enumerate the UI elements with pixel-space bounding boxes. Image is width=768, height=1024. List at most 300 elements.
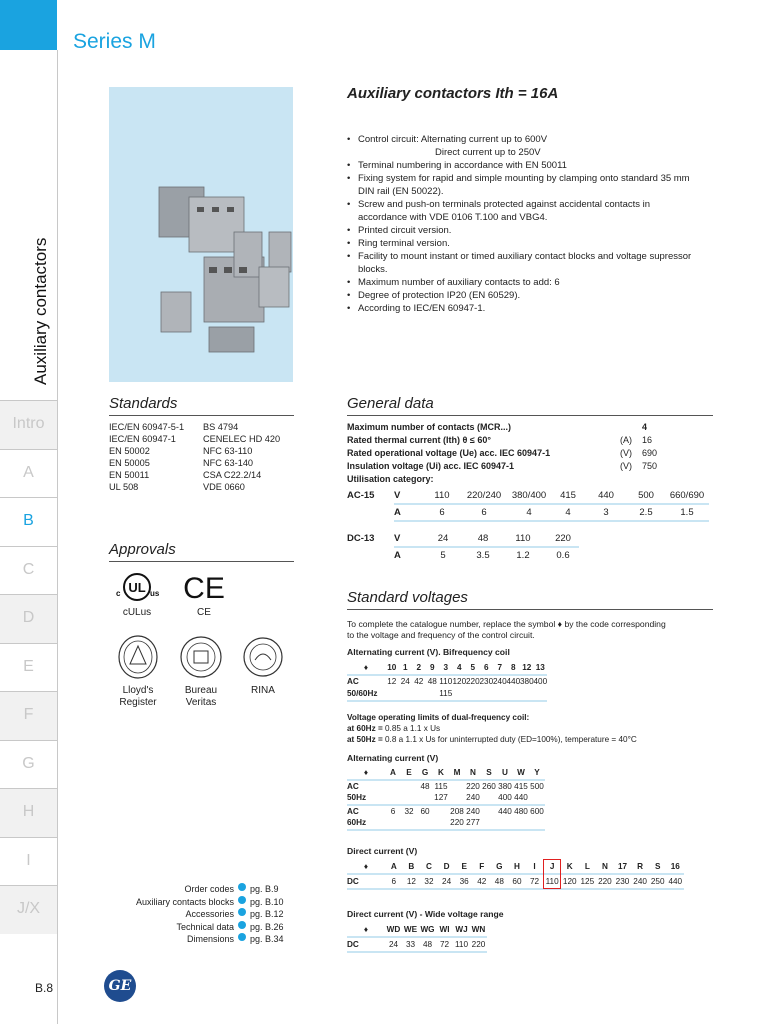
feature-item: • Printed circuit version. [347, 224, 697, 237]
nav-separator [0, 788, 57, 789]
general-data-rule [347, 415, 713, 416]
table-cell: 13 [535, 663, 545, 672]
header-blue-tab [0, 0, 57, 50]
table-cell: S [486, 768, 492, 777]
table-cell: W [517, 768, 525, 777]
section-label [0, 225, 57, 390]
ge-logo: GE [104, 970, 136, 1002]
table-cell: 6 [439, 507, 445, 518]
table-cell: 2.5 [639, 507, 653, 518]
table-cell [412, 688, 426, 700]
table-cell: 440 [668, 877, 683, 886]
table-cell: S [654, 862, 661, 871]
nav-separator [0, 837, 57, 838]
table-cell: 1 [402, 663, 408, 672]
table-row [347, 767, 545, 779]
standard-voltages-heading: Standard voltages [347, 589, 468, 606]
table-cell: E [406, 768, 412, 777]
nav-item-intro[interactable]: Intro [12, 415, 45, 433]
standard-item: BS 4794 [203, 422, 239, 432]
voltages-intro: To complete the catalogue number, replace the symbol ♦ by the code corresponding to the voltage and frequency of the control circuit. [347, 619, 666, 640]
table-cell [466, 688, 480, 700]
reference-label: Auxiliary contacts blocks [135, 896, 234, 907]
reference-label: Dimensions [186, 934, 234, 945]
standard-item: VDE 0660 [203, 482, 245, 492]
reference-label: Order codes [184, 884, 234, 894]
table-cell: 33 [405, 940, 416, 949]
table-cell: 240 [466, 806, 480, 816]
limit-50hz: at 50Hz = 0.8 a 1.1 x Us for uninterrupted duty (ED=100%), temperature = 40°C [347, 735, 637, 744]
table-cell [534, 688, 548, 700]
table-cell: 110 [434, 490, 450, 501]
table-cell: 8 [510, 663, 516, 672]
table-cell: 6 [481, 507, 487, 518]
feature-item: • Facility to mount instant or timed auxiliary contact blocks and voltage supressor blocks. [347, 250, 697, 276]
reference-page: pg. B.12 [250, 909, 284, 920]
table-row [347, 817, 545, 829]
standard-item: EN 50002 [109, 446, 150, 456]
ac15-table: AC-15 V 110 220/240 380/400 415 440 500 660/690 A 6 6 4 4 3 2.5 1.5 [347, 488, 709, 522]
table-cell [529, 792, 545, 804]
bifreq-table [347, 662, 547, 702]
selected-code-highlight [543, 859, 561, 889]
table-cell: A [390, 768, 396, 777]
nav-item-f[interactable]: F [23, 706, 34, 724]
cert-bureau-veritas [176, 634, 226, 709]
table-cell: F [479, 862, 485, 871]
table-cell: N [601, 862, 608, 871]
table-cell: 240 [493, 677, 507, 686]
feature-item: • Terminal numbering in accordance with EN 50011 [347, 159, 697, 172]
table-row [347, 688, 547, 700]
row-divider [347, 700, 547, 702]
table-cell: N [470, 768, 476, 777]
table-cell: 110 [545, 877, 559, 886]
cert-label: Bureau Veritas [184, 685, 218, 708]
svg-text:c: c [116, 589, 121, 598]
nav-separator [0, 497, 57, 498]
page-title: Series M [73, 30, 156, 53]
table-cell: 240 [633, 877, 647, 886]
table-cell: 380 [520, 677, 534, 686]
ac-table [347, 767, 545, 831]
table-cell: 250 [650, 877, 665, 886]
table-cell: K [438, 768, 444, 777]
table-cell: 4 [526, 507, 532, 518]
page-reference-link[interactable] [100, 921, 290, 934]
table-row [347, 923, 487, 936]
table-cell: 48 [477, 533, 489, 544]
table-cell: 220 [598, 877, 612, 886]
svg-text:us: us [150, 589, 160, 598]
table-cell: 3.5 [476, 550, 490, 561]
table-cell: 48 [494, 877, 504, 886]
table-cell: 440 [506, 677, 521, 686]
table-cell: 415 [514, 781, 528, 791]
feature-item: • Maximum number of auxiliary contacts to add: 6 [347, 276, 697, 289]
table-cell: 32 [404, 806, 414, 816]
table-row [347, 781, 545, 793]
row-divider [347, 888, 684, 890]
table-cell [426, 688, 440, 700]
cert-ce [180, 572, 228, 619]
table-cell: 110 [515, 533, 531, 544]
table-cell [493, 688, 507, 700]
table-row [347, 676, 547, 688]
table-cell: B [408, 862, 415, 871]
row-label: DC [347, 940, 359, 949]
page-references [100, 883, 290, 946]
table-cell: 32 [424, 877, 434, 886]
table-cell: J [549, 862, 555, 871]
row-label: ♦ [363, 663, 369, 672]
feature-item: • Control circuit: Alternating current up to 600V Direct current up to 250V [347, 133, 697, 159]
cert-label: CE [197, 607, 211, 618]
standard-voltages-rule [347, 609, 713, 610]
limit-60hz: at 60Hz = 0.85 a 1.1 x Us [347, 724, 441, 733]
row-label: ♦ [363, 862, 369, 871]
table-cell: 230 [615, 877, 630, 886]
table-cell: 60 [420, 806, 430, 816]
table-cell [401, 817, 417, 829]
table-cell: WG [420, 925, 435, 934]
table-cell [417, 792, 433, 804]
table-cell: 600 [530, 806, 544, 816]
table-cell: 16 [670, 862, 680, 871]
standard-item: NFC 63-110 [203, 446, 253, 456]
table-cell: 230 [479, 677, 494, 686]
table-cell: 6 [391, 877, 397, 886]
table-cell [480, 688, 494, 700]
lloyds-seal-icon [110, 634, 166, 680]
ul-logo-icon [112, 572, 162, 602]
table-cell: 115 [439, 689, 453, 698]
row-label: 50Hz [347, 793, 367, 802]
table-cell [520, 688, 534, 700]
table-cell: 42 [414, 677, 424, 686]
table-cell: WE [403, 925, 418, 934]
standard-item: IEC/EN 60947-5-1 [109, 422, 185, 432]
standard-item: EN 50011 [109, 470, 150, 480]
table-cell: 400 [533, 677, 548, 686]
section-label-text: Auxiliary contactors [31, 237, 50, 385]
reference-page: pg. B.10 [250, 896, 284, 907]
product-title: Auxiliary contactors Ith = 16A [347, 85, 559, 102]
table-cell: 110 [439, 677, 453, 686]
table-row [347, 662, 547, 674]
page-reference-link[interactable] [100, 896, 290, 909]
table-cell: 12 [406, 877, 416, 886]
reference-label: Accessories [185, 909, 234, 920]
table-cell [385, 792, 401, 804]
table-cell: 60 [512, 877, 522, 886]
table-cell: 24 [388, 940, 399, 949]
table-cell: 440 [598, 490, 614, 501]
wide-table [347, 923, 487, 953]
standard-item: CSA C22.2/14 [203, 470, 262, 480]
ce-mark-icon [180, 572, 228, 602]
nav-separator [0, 400, 57, 401]
table-cell: 10 [387, 663, 397, 672]
cert-label: RINA [251, 685, 275, 696]
table-cell: 380/400 [511, 490, 547, 501]
svg-text:UL: UL [128, 580, 146, 595]
table-cell: 0.6 [556, 550, 570, 561]
table-cell [385, 781, 401, 793]
table-cell: 5 [440, 550, 446, 561]
table-cell: 125 [580, 877, 595, 886]
bullet-icon [238, 896, 246, 904]
table-cell: 1.2 [516, 550, 530, 561]
row-label: AC [347, 806, 359, 816]
row-label: AC [347, 781, 359, 791]
standard-item: IEC/EN 60947-1 [109, 434, 176, 444]
nav-item-b[interactable]: B [0, 497, 57, 546]
table-cell: L [584, 862, 590, 871]
table-cell: 48 [420, 781, 430, 791]
table-cell: A [390, 862, 397, 871]
table-cell: D [443, 862, 450, 871]
reference-page: pg. B.26 [250, 921, 284, 932]
standards-list-left [109, 421, 184, 493]
bullet-icon [238, 921, 246, 929]
nav-separator [0, 594, 57, 595]
row-label: 60Hz [347, 818, 367, 827]
table-cell [399, 688, 413, 700]
page-reference-link[interactable] [100, 933, 290, 946]
rina-seal-icon [240, 634, 286, 680]
dc-title: Direct current (V) [347, 846, 418, 856]
table-cell: 4 [456, 663, 462, 672]
feature-item: • Ring terminal version. [347, 237, 697, 250]
standard-item: EN 50005 [109, 458, 150, 468]
table-cell: 48 [427, 677, 437, 686]
nav-separator [0, 885, 57, 886]
table-cell [481, 806, 497, 818]
table-cell: 208 [450, 806, 464, 816]
table-cell: 115 [434, 781, 448, 791]
table-cell: WD [386, 925, 401, 934]
table-cell [449, 792, 465, 804]
table-row [347, 875, 684, 888]
table-cell: 3 [603, 507, 609, 518]
table-cell: 6 [483, 663, 489, 672]
table-cell [507, 688, 521, 700]
table-cell: WI [439, 925, 450, 934]
dc-table [347, 860, 684, 890]
standard-item: CENELEC HD 420 [203, 434, 281, 444]
row-label: ♦ [363, 768, 369, 777]
approvals-rule [109, 561, 294, 562]
table-cell: G [421, 768, 429, 777]
general-data-heading: General data [347, 395, 434, 412]
table-cell [513, 817, 529, 829]
table-cell: 120 [452, 677, 467, 686]
nav-item-g[interactable]: G [22, 754, 35, 772]
nav-separator [0, 546, 57, 547]
reference-label: Technical data [176, 921, 234, 932]
table-cell: 42 [477, 877, 487, 886]
table-cell: 72 [529, 877, 540, 886]
table-cell: 260 [482, 781, 496, 791]
standards-heading: Standards [109, 395, 178, 412]
table-cell: 3 [443, 663, 449, 672]
table-cell: 220/240 [466, 490, 502, 501]
bullet-icon [238, 908, 246, 916]
feature-item: • Degree of protection IP20 (EN 60529). [347, 289, 697, 302]
wide-title: Direct current (V) - Wide voltage range [347, 909, 504, 919]
ac-title: Alternating current (V) [347, 753, 439, 763]
table-row [347, 806, 545, 818]
table-cell [481, 817, 497, 829]
cert-label: Lloyd's Register [119, 685, 157, 708]
standard-item: NFC 63-140 [203, 458, 254, 468]
table-cell: M [453, 768, 461, 777]
table-cell [453, 688, 467, 700]
table-cell: 240 [466, 793, 480, 802]
bullet-icon [238, 883, 246, 891]
table-cell: 480 [514, 806, 528, 816]
nav-separator [0, 449, 57, 450]
dc13-table: DC-13 V 24 48 110 220 A 5 3.5 1.2 0.6 [347, 531, 584, 563]
table-cell: 1.5 [680, 507, 694, 518]
table-cell [385, 688, 399, 700]
table-cell [529, 817, 545, 829]
table-cell: 500 [530, 781, 544, 791]
contactor-illustration [109, 87, 293, 382]
table-cell: 36 [459, 877, 469, 886]
table-cell: R [637, 862, 644, 871]
table-cell: 9 [429, 663, 435, 672]
table-cell: WJ [455, 925, 468, 934]
table-cell: 48 [422, 940, 433, 949]
svg-text:CE: CE [183, 572, 225, 602]
table-cell [417, 817, 433, 829]
table-cell: 440 [514, 793, 528, 802]
table-cell: 220 [471, 940, 486, 949]
cert-rina [240, 634, 286, 697]
table-cell [385, 817, 401, 829]
table-cell: 120 [562, 877, 577, 886]
feature-item: • Screw and push-on terminals protected against accidental contacts in accordance with VDE 0106 T.100 and VBG4. [347, 198, 697, 224]
table-cell: 12 [522, 663, 532, 672]
table-cell: WN [471, 925, 486, 934]
table-cell: I [533, 862, 536, 871]
reference-page: pg. B.9 [250, 884, 279, 894]
row-divider [347, 951, 487, 953]
standards-list-right [203, 421, 280, 493]
standards-rule [109, 415, 294, 416]
nav-item-d[interactable]: D [22, 609, 35, 627]
table-cell: 220 [450, 818, 464, 827]
product-photo [109, 87, 293, 382]
table-cell: H [513, 862, 520, 871]
table-cell: 2 [416, 663, 422, 672]
table-cell: 220 [555, 533, 571, 544]
bullet-icon [238, 933, 246, 941]
nav-separator [0, 691, 57, 692]
table-row [347, 938, 487, 951]
table-cell [449, 781, 465, 793]
table-cell [497, 817, 513, 829]
table-cell: G [496, 862, 503, 871]
table-cell: 220 [466, 677, 480, 686]
table-cell [401, 781, 417, 793]
nav-separator [0, 643, 57, 644]
row-label: AC [347, 677, 359, 686]
nav-item-c[interactable]: C [22, 560, 35, 578]
table-cell: 110 [454, 940, 469, 949]
bifreq-title: Alternating current (V). Bifrequency coil [347, 647, 510, 657]
table-row [347, 792, 545, 804]
table-cell: 220 [466, 781, 480, 791]
table-cell: E [461, 862, 467, 871]
sidebar-divider [57, 50, 58, 1024]
table-cell: 4 [565, 507, 571, 518]
nav-item-e[interactable]: E [23, 657, 34, 675]
table-cell [481, 792, 497, 804]
cert-ul [112, 572, 162, 619]
table-cell: 7 [497, 663, 503, 672]
table-cell: 660/690 [669, 490, 705, 501]
row-divider [347, 829, 545, 831]
nav-item-i[interactable]: I [26, 851, 31, 869]
nav-item-a[interactable]: A [23, 463, 34, 481]
row-label: ♦ [363, 925, 369, 934]
nav-item-j-x[interactable]: J/X [16, 900, 41, 918]
table-cell: 6 [390, 806, 396, 816]
table-cell: 5 [470, 663, 476, 672]
cert-label: cULus [122, 607, 152, 618]
row-label: DC [347, 877, 359, 886]
table-cell: 24 [442, 877, 452, 886]
page-number: B.8 [35, 981, 54, 995]
table-cell: U [502, 768, 508, 777]
table-cell: 380 [498, 781, 512, 791]
feature-list [347, 133, 697, 315]
table-cell [433, 806, 449, 818]
feature-item: • Fixing system for rapid and simple mounting by clamping onto standard 35 mm DIN rail (EN 50022). [347, 172, 697, 198]
approvals-heading: Approvals [109, 541, 176, 558]
table-cell: 400 [498, 793, 512, 802]
table-cell [401, 792, 417, 804]
bureau-veritas-seal-icon [176, 634, 226, 680]
table-cell: 277 [466, 818, 480, 827]
table-cell: 500 [638, 490, 654, 501]
table-cell [433, 817, 449, 829]
limits-title: Voltage operating limits of dual-frequency coil: [347, 713, 530, 722]
table-cell: 24 [400, 677, 410, 686]
table-cell: 12 [387, 677, 397, 686]
table-cell: 72 [439, 940, 450, 949]
page-reference-link[interactable] [100, 908, 290, 921]
table-cell: 440 [498, 806, 512, 816]
standard-item: UL 508 [109, 482, 139, 492]
general-data-rows: Maximum number of contacts (MCR...) 4 Rated thermal current (Ith) θ ≤ 60° (A) 16 Rated operational voltage (Ue) acc. IEC 60947-1 (V) 690 Insulation voltage (Ui) acc. IEC 60947-1 (V) 750 Utilisation category: [347, 422, 658, 484]
nav-item-h[interactable]: H [22, 803, 35, 821]
table-cell: 24 [437, 533, 449, 544]
table-cell: 415 [560, 490, 576, 501]
table-cell: C [426, 862, 432, 871]
cert-lloyds [110, 634, 166, 709]
page-reference-link[interactable] [100, 883, 290, 896]
table-cell: Y [534, 768, 540, 777]
table-cell: 17 [617, 862, 628, 871]
feature-item: • According to IEC/EN 60947-1. [347, 302, 697, 315]
table-cell: K [566, 862, 573, 871]
reference-page: pg. B.34 [250, 934, 284, 945]
table-cell: 127 [434, 793, 448, 802]
